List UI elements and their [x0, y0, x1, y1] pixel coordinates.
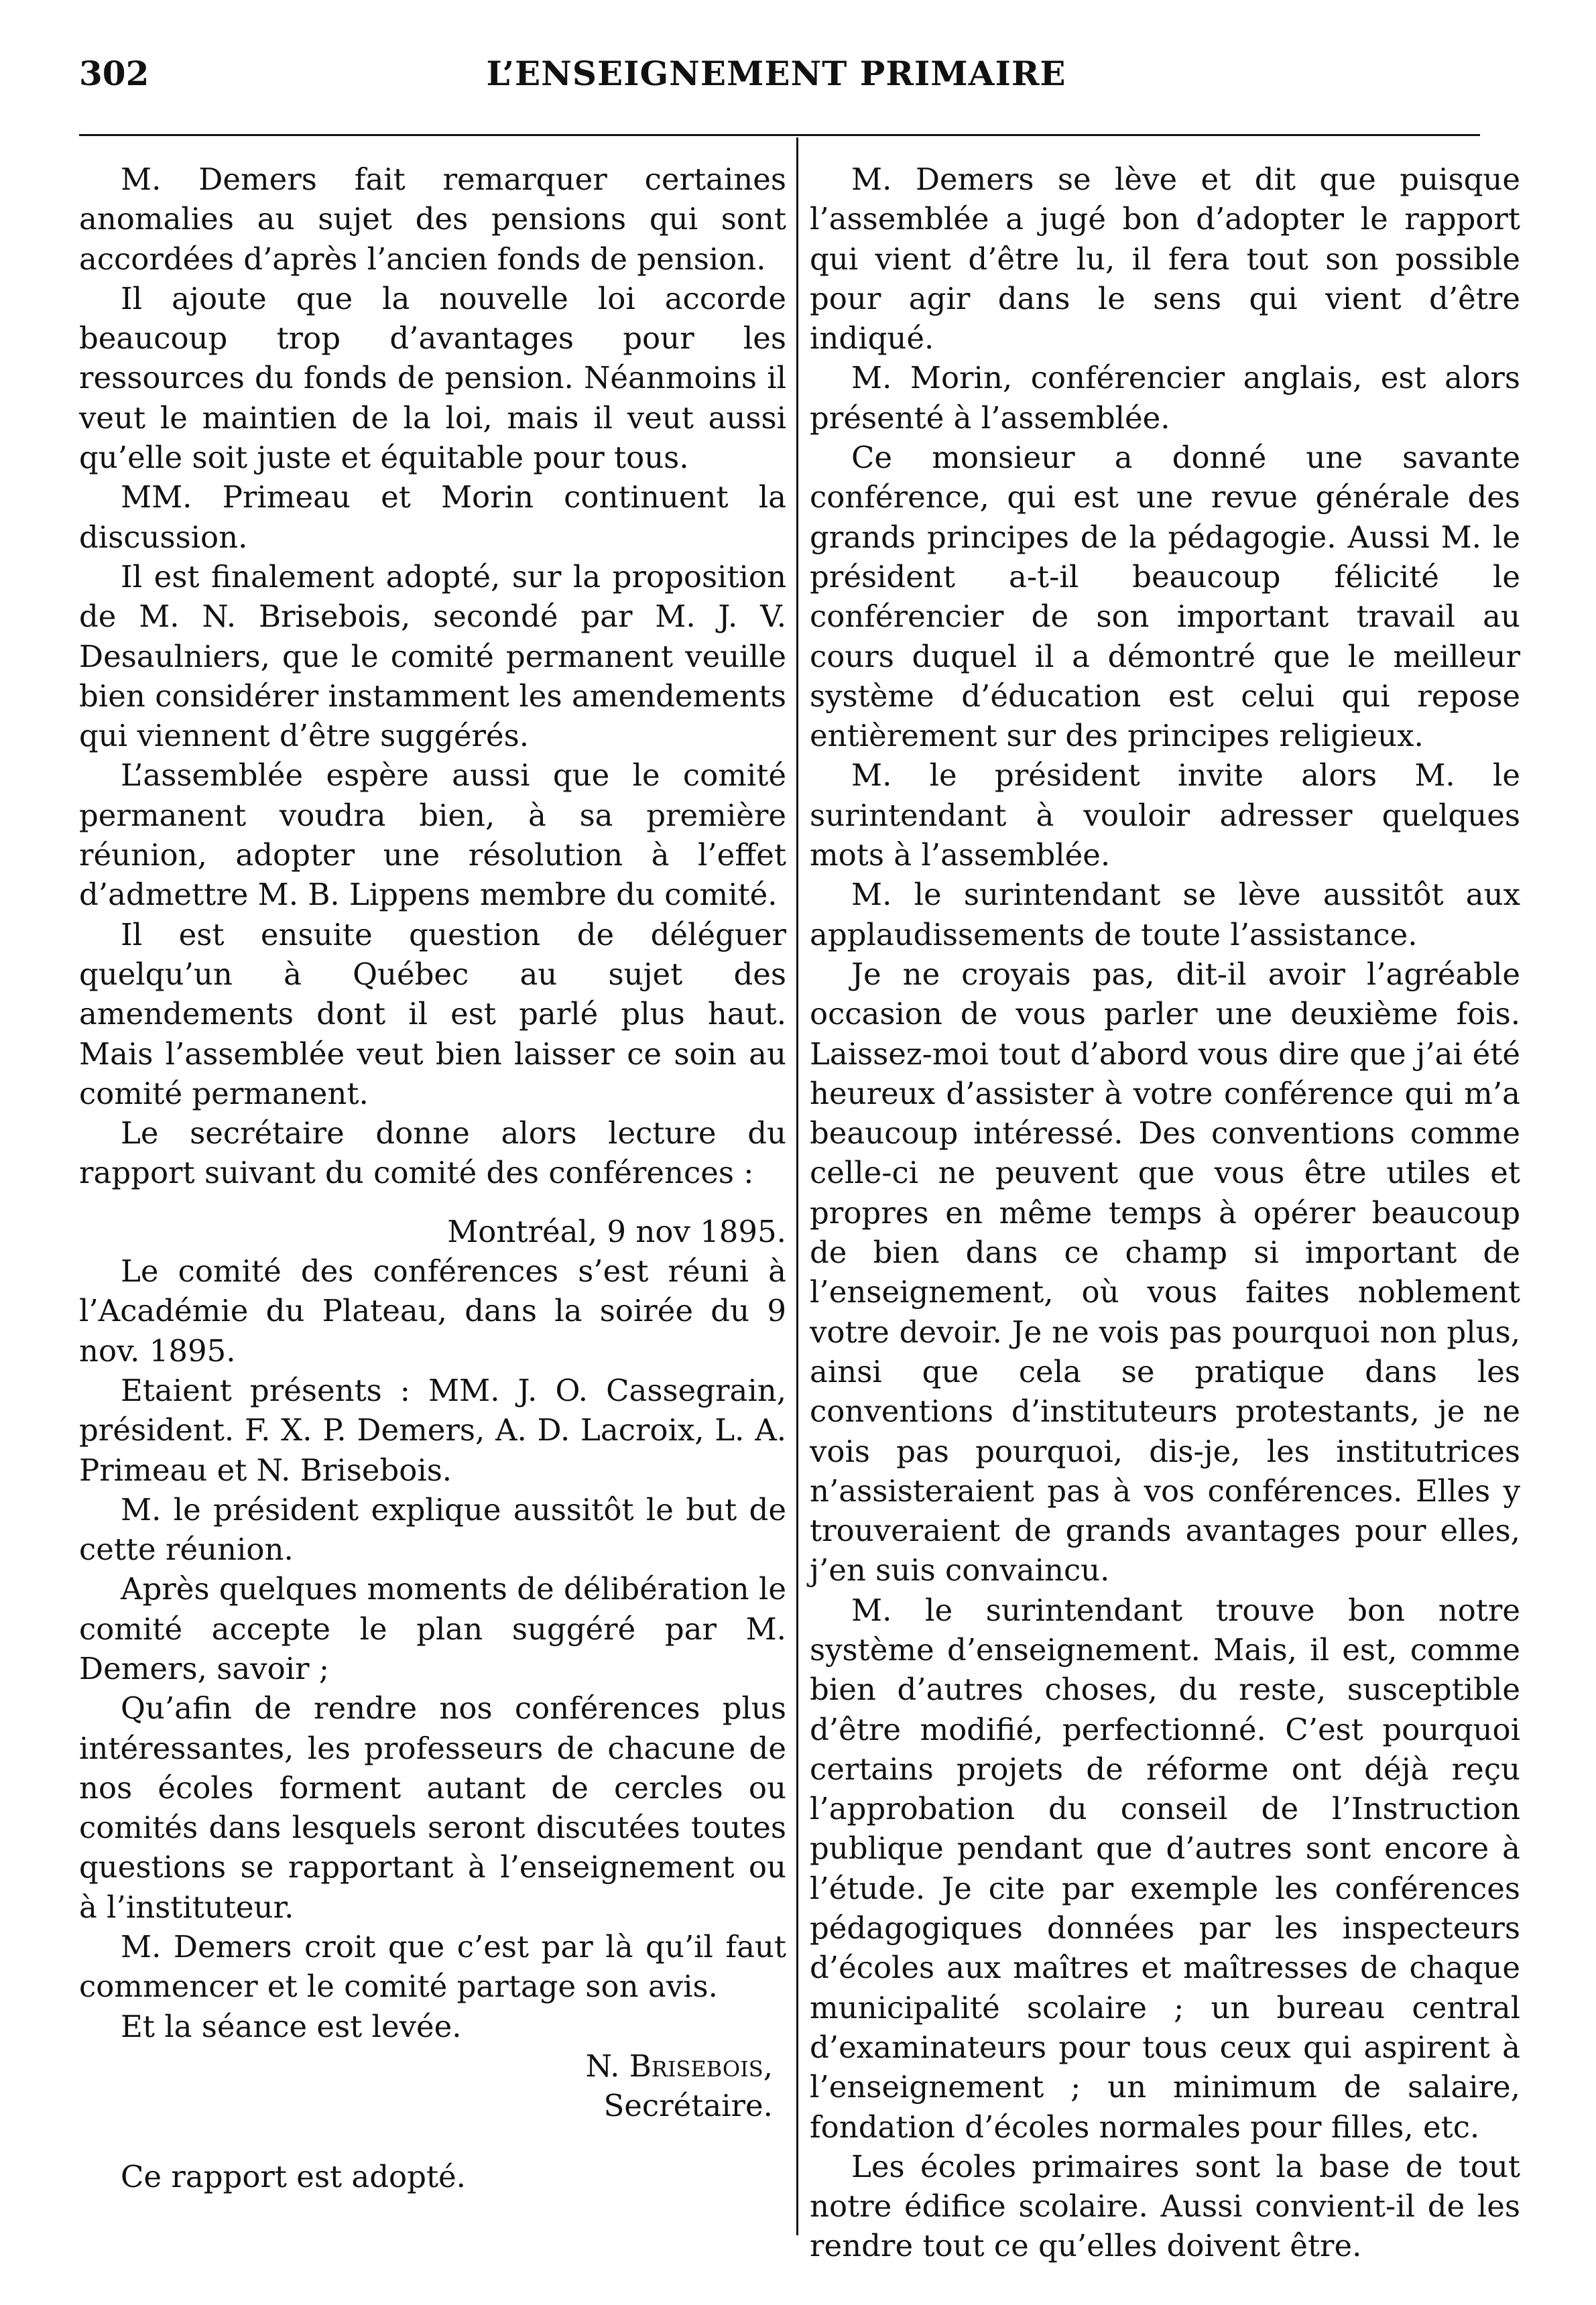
- header-rule: [79, 134, 1480, 136]
- paragraph: M. Morin, conférencier anglais, est alors présenté à l’assemblée.: [810, 360, 1520, 436]
- page-number: 302: [79, 54, 149, 93]
- left-column: [79, 160, 786, 2196]
- paragraph: Les écoles primaires sont la base de tout notre édifice scolaire. Aussi convient-il de les rendre tout ce qu’elles doivent être.: [810, 2148, 1520, 2264]
- paragraph: Et la séance est levée.: [121, 2008, 462, 2044]
- paragraph: M. Demers se lève et dit que puisque l’assemblée a jugé bon d’adopter le rapport qui vient d’être lu, il fera tout son possible pour agir dans le sens qui vient d’être indiqué.: [810, 162, 1520, 357]
- running-title: L’ENSEIGNEMENT PRIMAIRE: [486, 54, 1066, 93]
- paragraph: L’assemblée espère aussi que le comité permanent voudra bien, à sa première réunion, adopter une résolution à l’effet d’admettre M. B. Lippens membre du comité.: [79, 757, 786, 913]
- paragraph: M. Demers croit que c’est par là qu’il faut commencer et le comité partage son avis.: [79, 1929, 786, 2005]
- paragraph: Le secrétaire donne alors lecture du rapport suivant du comité des conférences :: [79, 1115, 786, 1191]
- paragraph: M. Demers fait remarquer certaines anomalies au sujet des pensions qui sont accordées d’après l’ancien fonds de pension.: [79, 162, 786, 277]
- paragraph: MM. Primeau et Morin continuent la discussion.: [79, 479, 786, 555]
- report-dateline: Montréal, 9 nov 1895.: [447, 1213, 786, 1249]
- paragraph: M. le président invite alors M. le surintendant à vouloir adresser quelques mots à l’assemblée.: [810, 757, 1520, 873]
- paragraph: M. le surintendant trouve bon notre système d’enseignement. Mais, il est, comme bien d’autres choses, du reste, susceptible d’être modifié, perfectionné. C’est pourquoi certains projets de réforme ont déjà reçu l’approbation du conseil de l’Instruction publique pendant que d’autres sont encore à l’étude. Je cite par exemple les conférences pédagogiques données par les inspecteurs d’écoles aux maîtres et maîtresses de chaque municipalité scolaire ; un bureau central d’examinateurs pour tous ceux qui aspirent à l’enseignement ; un minimum de salaire, fondation d’écoles normales pour filles, etc.: [810, 1592, 1520, 2145]
- paragraph: Ce monsieur a donné une savante conférence, qui est une revue générale des grands principes de la pédagogie. Aussi M. le président a-t-il beaucoup félicité le conférencier de son important travail au cours duquel il a démontré que le meilleur système d’éducation est celui qui repose entièrement sur des principes religieux.: [810, 440, 1520, 754]
- paragraph: Il est ensuite question de déléguer quelqu’un à Québec au sujet des amendements dont il est parlé plus haut. Mais l’assemblée veut bien laisser ce soin au comité permanent.: [79, 916, 786, 1111]
- paragraph: Après quelques moments de délibération le comité accepte le plan suggéré par M. Demers, savoir ;: [79, 1571, 786, 1686]
- paragraph: Ce rapport est adopté.: [121, 2158, 466, 2194]
- column-divider: [796, 137, 798, 2235]
- paragraph: Je ne croyais pas, dit-il avoir l’agréable occasion de vous parler une deuxième fois. Laissez-moi tout d’abord vous dire que j’ai été heureux d’assister à votre conférence qui m’a beaucoup intéressé. Des conventions comme celle-ci ne peuvent que vous être utiles et propres en même temps à opérer beaucoup de bien dans ce champ si important de l’enseignement, où vous faites noblement votre devoir. Je ne vois pas pourquoi non plus, ainsi que cela se pratique dans les conventions d’instituteurs protestants, je ne vois pas pourquoi, dis-je, les institutrices n’assisteraient pas à vos conférences. Elles y trouveraient de grands avantages pour elles, j’en suis convaincu.: [810, 956, 1520, 1588]
- right-column: [810, 160, 1520, 2266]
- signature-title: Secrétaire.: [603, 2088, 773, 2124]
- paragraph: Il ajoute que la nouvelle loi accorde beaucoup trop d’avantages pour les ressources du fonds de pension. Néanmoins il veut le maintien de la loi, mais il veut aussi qu’elle soit juste et équitable pour tous.: [79, 280, 786, 476]
- paragraph: Il est finalement adopté, sur la proposition de M. N. Brisebois, secondé par M. J. V. Desaulniers, que le comité permanent veuille bien considérer instamment les amendements qui viennent d’être suggérés.: [79, 558, 786, 754]
- page-header: [79, 54, 1473, 101]
- paragraph: Qu’afin de rendre nos conférences plus intéressantes, les professeurs de chacune de nos écoles forment autant de cercles ou comités dans lesquels seront discutées toutes questions se rapportant à l’enseignement ou à l’instituteur.: [79, 1690, 786, 1925]
- paragraph: M. le président explique aussitôt le but de cette réunion.: [79, 1491, 786, 1568]
- paragraph: M. le surintendant se lève aussitôt aux applaudissements de toute l’assistance.: [810, 877, 1520, 952]
- signature-name: N. Brisebois,: [585, 2048, 773, 2084]
- paragraph: Le comité des conférences s’est réuni à l’Académie du Plateau, dans la soirée du 9 nov. 1895.: [79, 1253, 786, 1369]
- paragraph: Etaient présents : MM. J. O. Cassegrain, président. F. X. P. Demers, A. D. Lacroix, L. A. Primeau et N. Brisebois.: [79, 1372, 786, 1488]
